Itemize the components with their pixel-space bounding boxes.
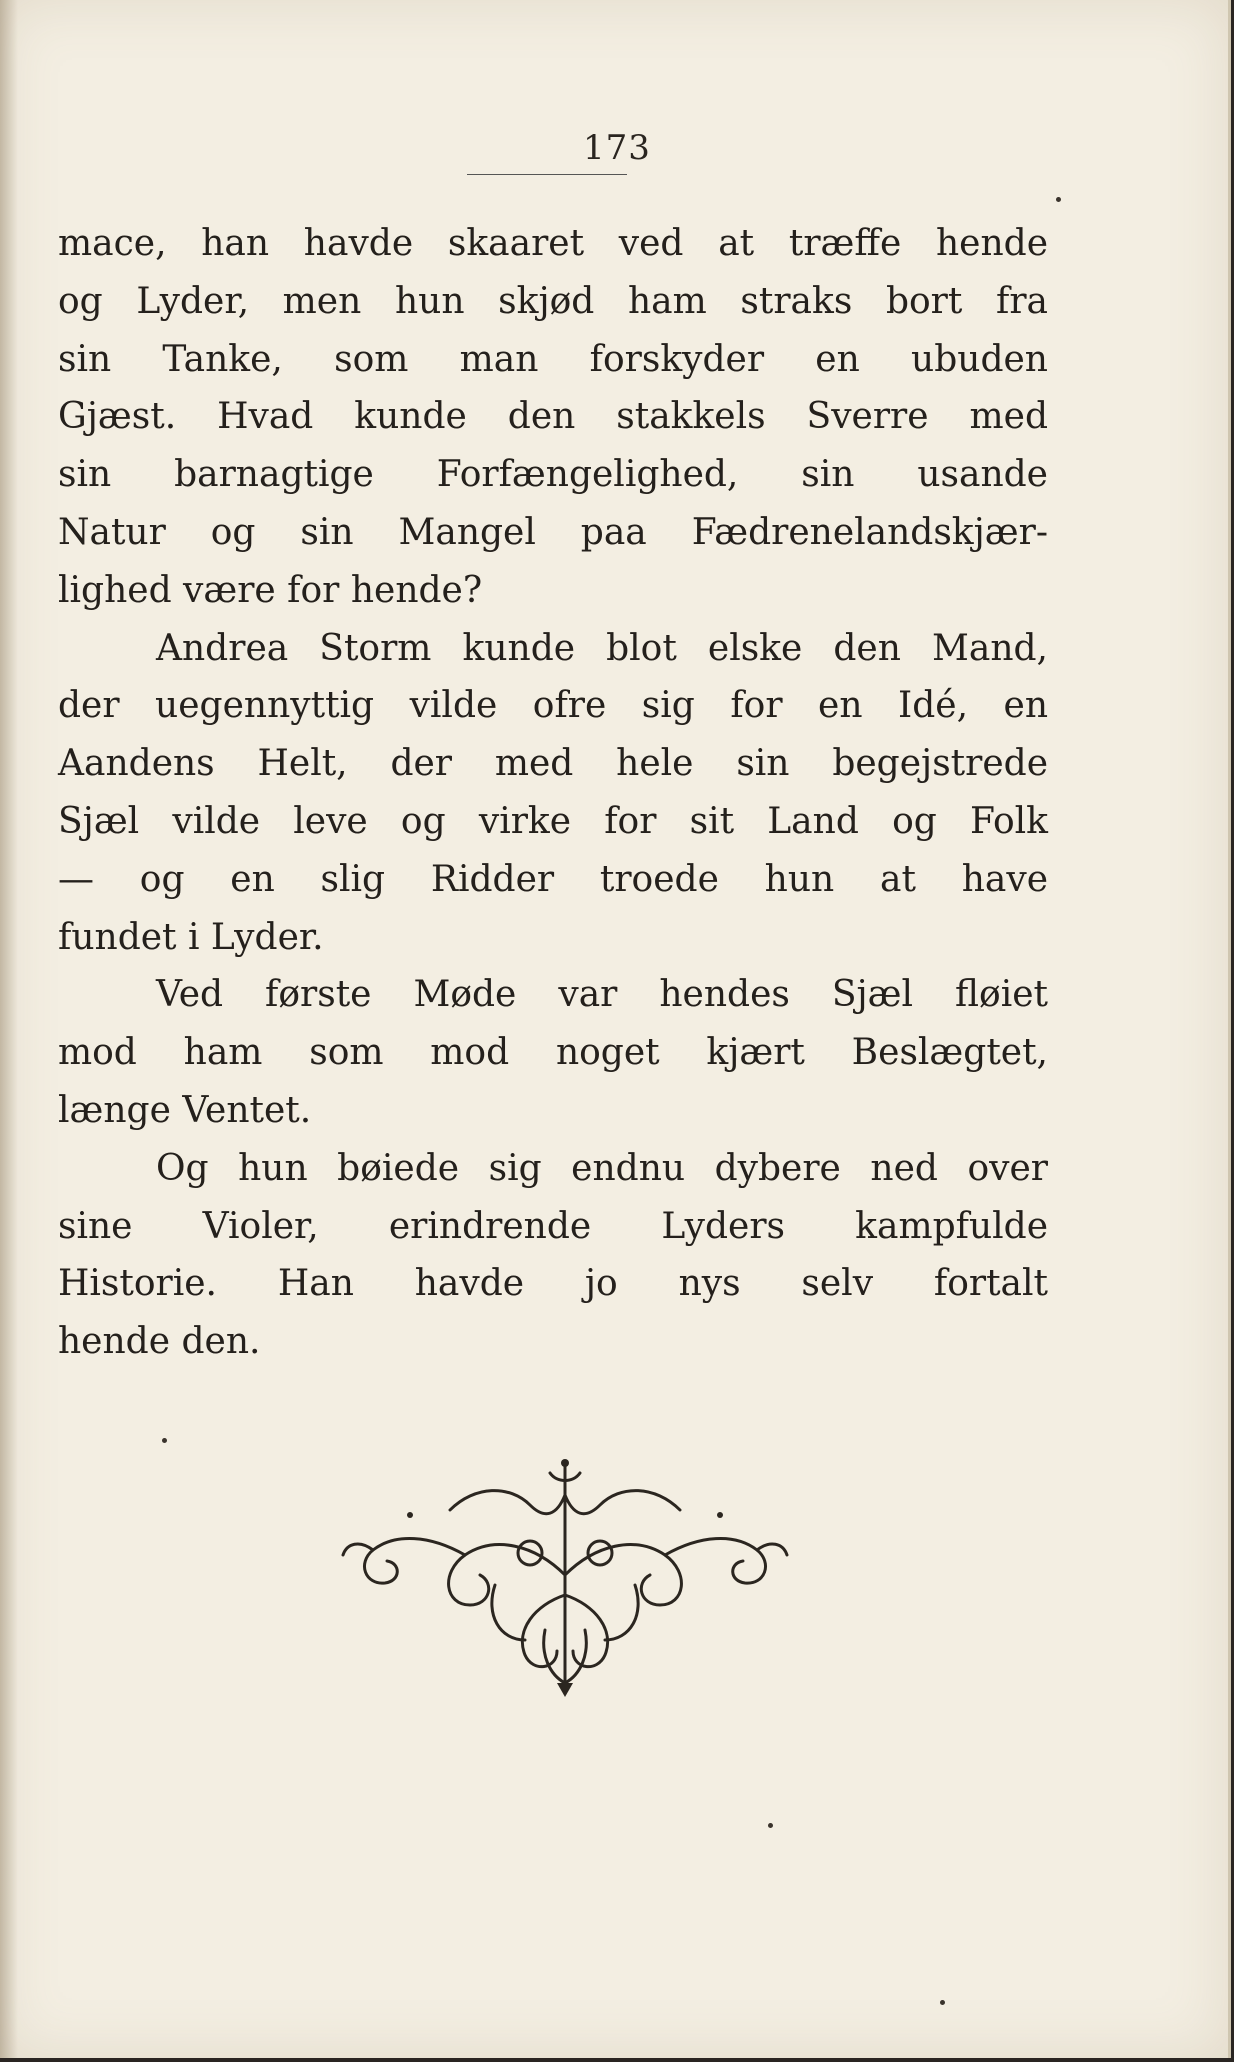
text-line: Sjæl vilde leve og virke for sit Land og Folk bbox=[58, 800, 1048, 842]
text-line: længe Ventet. bbox=[58, 1089, 312, 1131]
paper-speck bbox=[162, 1438, 167, 1443]
page-number-rule bbox=[467, 174, 627, 175]
text-line: Ved første Møde var hendes Sjæl fløiet bbox=[156, 974, 1048, 1016]
paper-speck bbox=[1056, 197, 1061, 202]
text-line: — og en slig Ridder troede hun at have bbox=[58, 858, 1048, 900]
text-line: og Lyder, men hun skjød ham straks bort fra bbox=[58, 280, 1048, 322]
text-line: Historie. Han havde jo nys selv fortalt bbox=[58, 1263, 1048, 1305]
text-line: sin barnagtige Forfængelighed, sin usande bbox=[58, 454, 1048, 496]
text-line: Natur og sin Mangel paa Fædrenelandskjær- bbox=[58, 511, 1048, 553]
text-line: mod ham som mod noget kjært Beslægtet, bbox=[58, 1032, 1048, 1074]
text-line: fundet i Lyder. bbox=[58, 916, 324, 958]
text-line: sin Tanke, som man forskyder en ubuden bbox=[58, 338, 1048, 380]
text-line: Aandens Helt, der med hele sin begejstrede bbox=[58, 743, 1048, 785]
text-line: Gjæst. Hvad kunde den stakkels Sverre med bbox=[58, 396, 1048, 438]
floral-vignette-icon bbox=[335, 1455, 795, 1700]
text-line: mace, han havde skaaret ved at træffe hende bbox=[58, 223, 1048, 264]
text-line: sine Violer, erindrende Lyders kampfulde bbox=[58, 1205, 1048, 1247]
paper-speck bbox=[940, 2000, 945, 2005]
page-number: 173 bbox=[583, 128, 651, 168]
text-line: lighed være for hende? bbox=[58, 569, 483, 611]
text-line: der uegennyttig vilde ofre sig for en Idé, en bbox=[58, 685, 1048, 727]
text-line: Andrea Storm kunde blot elske den Mand, bbox=[156, 627, 1048, 669]
body-text bbox=[58, 215, 1048, 1371]
spine-shadow bbox=[0, 0, 18, 2058]
paper-speck bbox=[768, 1823, 773, 1828]
text-line: Og hun bøiede sig endnu dybere ned over bbox=[156, 1147, 1048, 1189]
text-line: hende den. bbox=[58, 1321, 261, 1363]
